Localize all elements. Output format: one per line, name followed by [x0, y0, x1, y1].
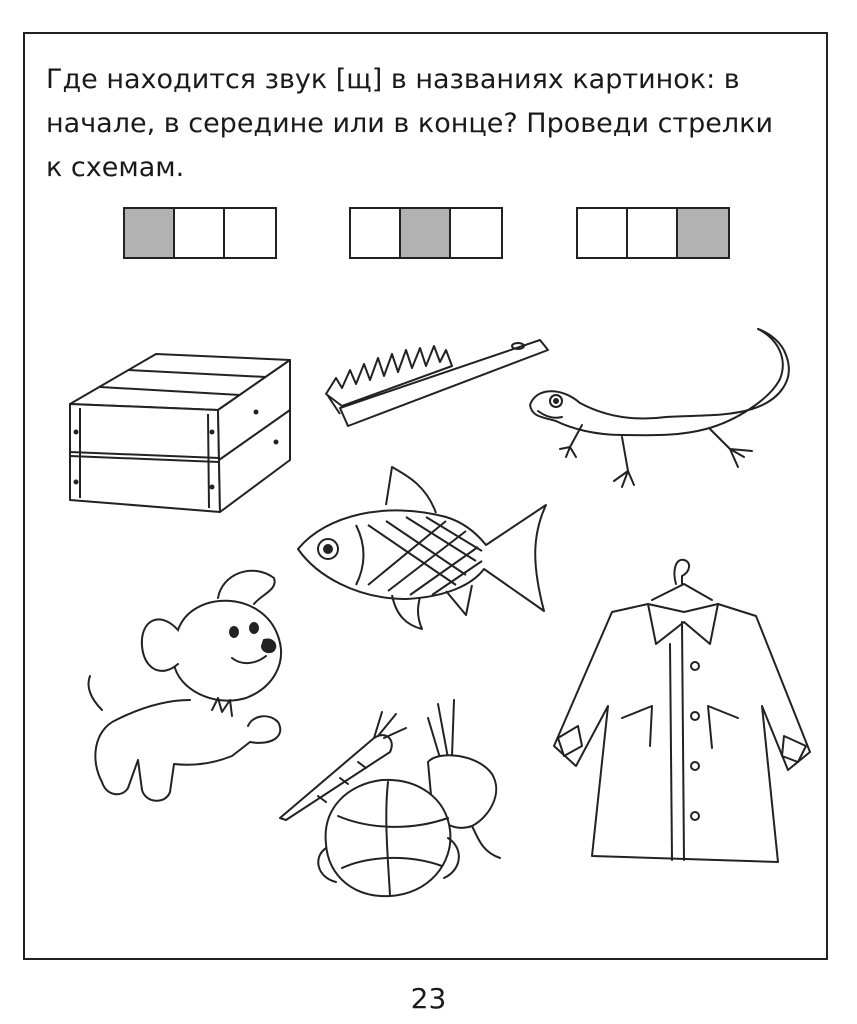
scheme-end[interactable] — [576, 207, 730, 259]
scheme-cell — [578, 209, 628, 257]
page-number: 23 — [410, 982, 447, 1015]
instruction-line-3: к схемам. — [46, 152, 185, 183]
scheme-cell — [401, 209, 451, 257]
scheme-cell — [225, 209, 275, 257]
puppy-picture[interactable] — [82, 560, 294, 810]
scheme-cell — [451, 209, 501, 257]
vegetables-picture[interactable] — [278, 698, 508, 913]
fish-picture[interactable] — [296, 465, 551, 645]
box-picture[interactable] — [66, 352, 294, 516]
instruction-line-2: начале, в середине или в конце? Проведи стрелки — [46, 108, 774, 139]
lizard-picture[interactable] — [526, 325, 801, 500]
scheme-cell — [175, 209, 225, 257]
coat-picture[interactable] — [552, 556, 814, 866]
scheme-cell — [125, 209, 175, 257]
instruction-line-1: Где находится звук [щ] в названиях картинок: в — [46, 64, 740, 95]
scheme-cell — [678, 209, 728, 257]
scheme-cell — [628, 209, 678, 257]
brush-picture[interactable] — [322, 336, 552, 436]
scheme-middle[interactable] — [349, 207, 503, 259]
scheme-cell — [351, 209, 401, 257]
task-instruction — [46, 58, 816, 190]
scheme-start[interactable] — [123, 207, 277, 259]
